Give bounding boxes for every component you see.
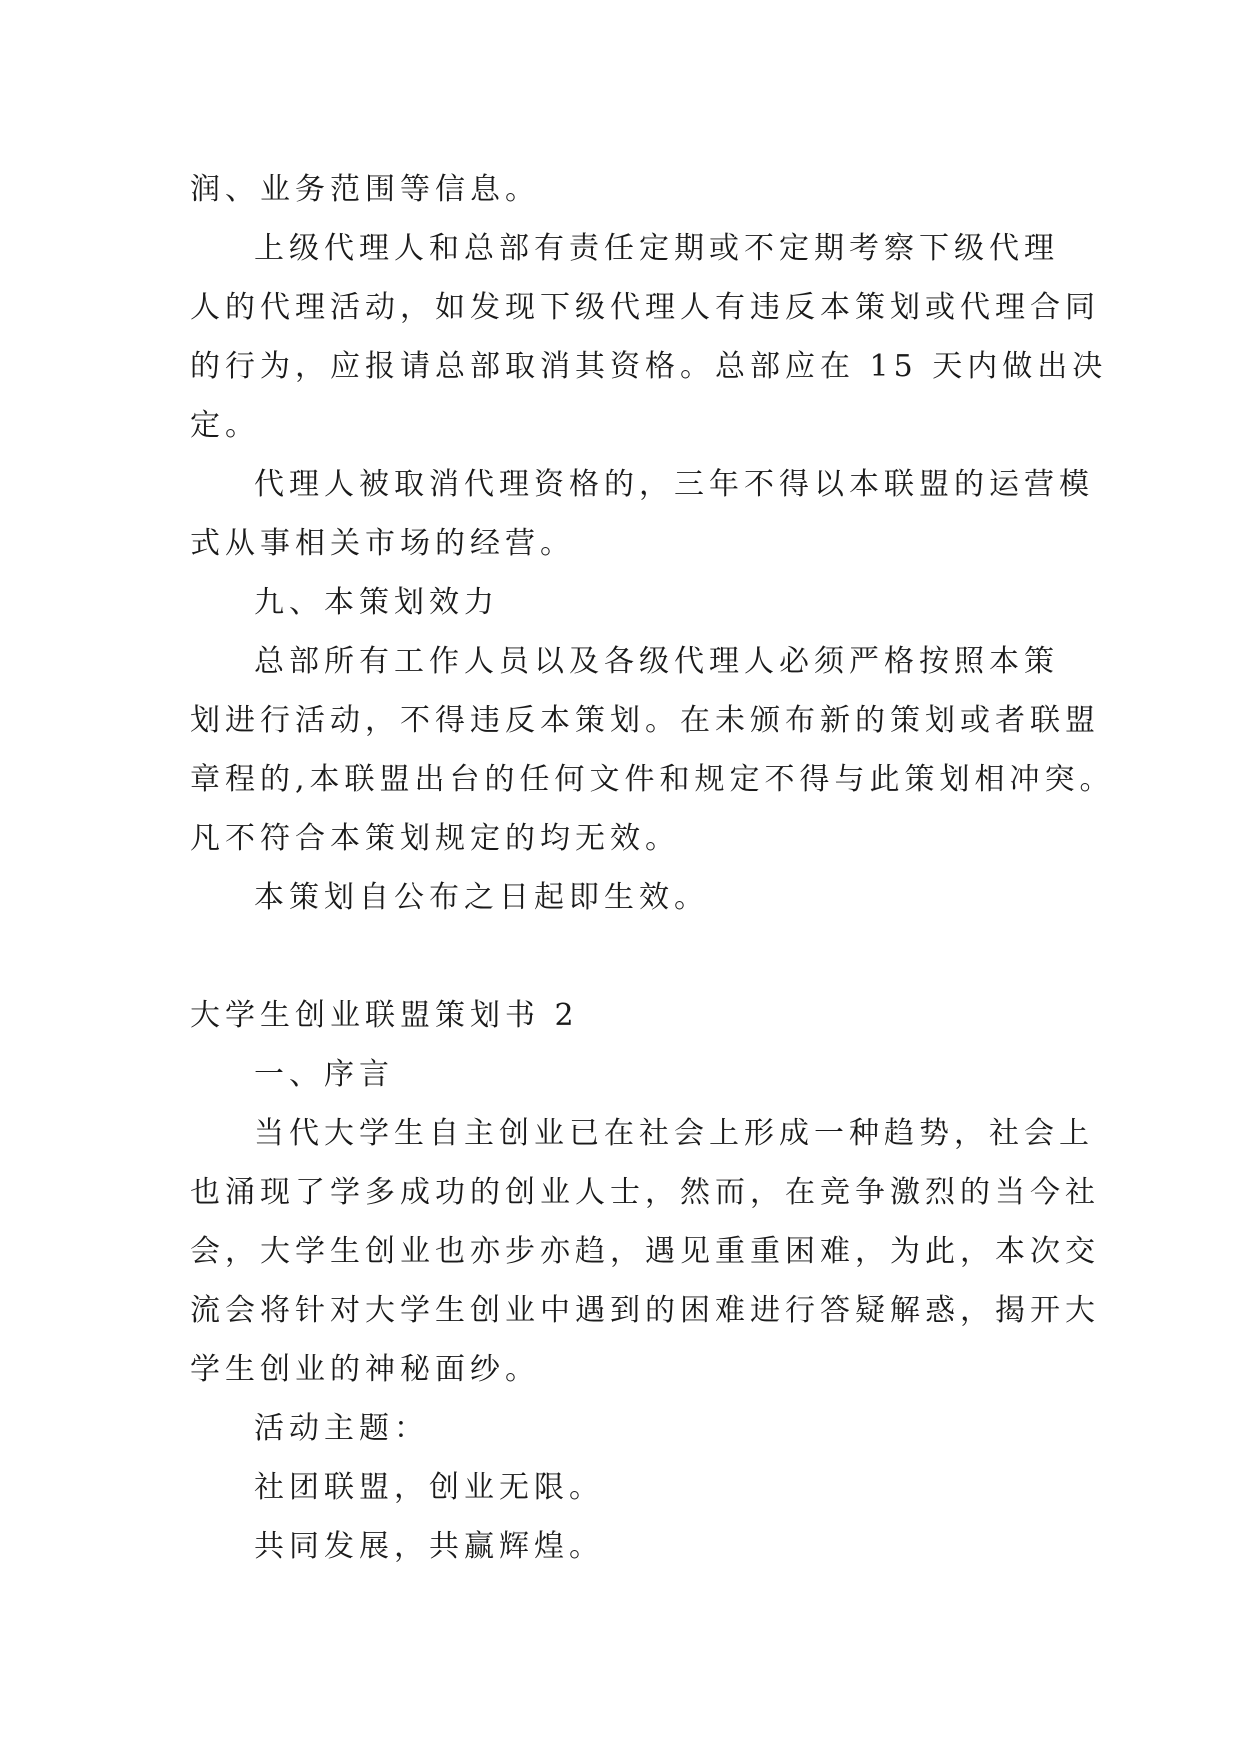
paragraph-line: 凡不符合本策划规定的均无效。 [190,821,680,856]
paragraph-line: 流会将针对大学生创业中遇到的困难进行答疑解惑，揭开大 [190,1293,1100,1328]
blank-line [190,927,1050,986]
paragraph-line: 学生创业的神秘面纱。 [190,1352,540,1387]
paragraph-line: 本策划自公布之日起即生效。 [254,880,709,915]
paragraph-line: 润、业务范围等信息。 [190,172,540,207]
activity-theme-line: 社团联盟，创业无限。 [254,1470,604,1505]
paragraph-line: 当代大学生自主创业已在社会上形成一种趋势，社会上 [254,1116,1094,1151]
paragraph-line: 的行为，应报请总部取消其资格。总部应在 15 天内做出决 [190,349,1108,384]
section-heading: 九、本策划效力 [254,585,499,620]
section-heading: 一、序言 [254,1057,394,1092]
paragraph-line: 人的代理活动，如发现下级代理人有违反本策划或代理合同 [190,290,1100,325]
paragraph-line: 章程的,本联盟出台的任何文件和规定不得与此策划相冲突。 [190,762,1115,797]
paragraph-line: 上级代理人和总部有责任定期或不定期考察下级代理 [254,231,1059,266]
paragraph-line: 划进行活动，不得违反本策划。在未颁布新的策划或者联盟 [190,703,1100,738]
paragraph-line: 代理人被取消代理资格的，三年不得以本联盟的运营模 [254,467,1094,502]
activity-theme-label: 活动主题： [254,1411,429,1446]
document-body [190,160,1115,1576]
paragraph-line: 总部所有工作人员以及各级代理人必须严格按照本策 [254,644,1059,679]
activity-theme-line: 共同发展，共赢辉煌。 [254,1529,604,1564]
document-title: 大学生创业联盟策划书 2 [190,998,579,1033]
paragraph-line: 定。 [190,408,260,443]
paragraph-line: 式从事相关市场的经营。 [190,526,575,561]
paragraph-line: 会，大学生创业也亦步亦趋，遇见重重困难，为此，本次交 [190,1234,1100,1269]
paragraph-line: 也涌现了学多成功的创业人士，然而，在竞争激烈的当今社 [190,1175,1100,1210]
